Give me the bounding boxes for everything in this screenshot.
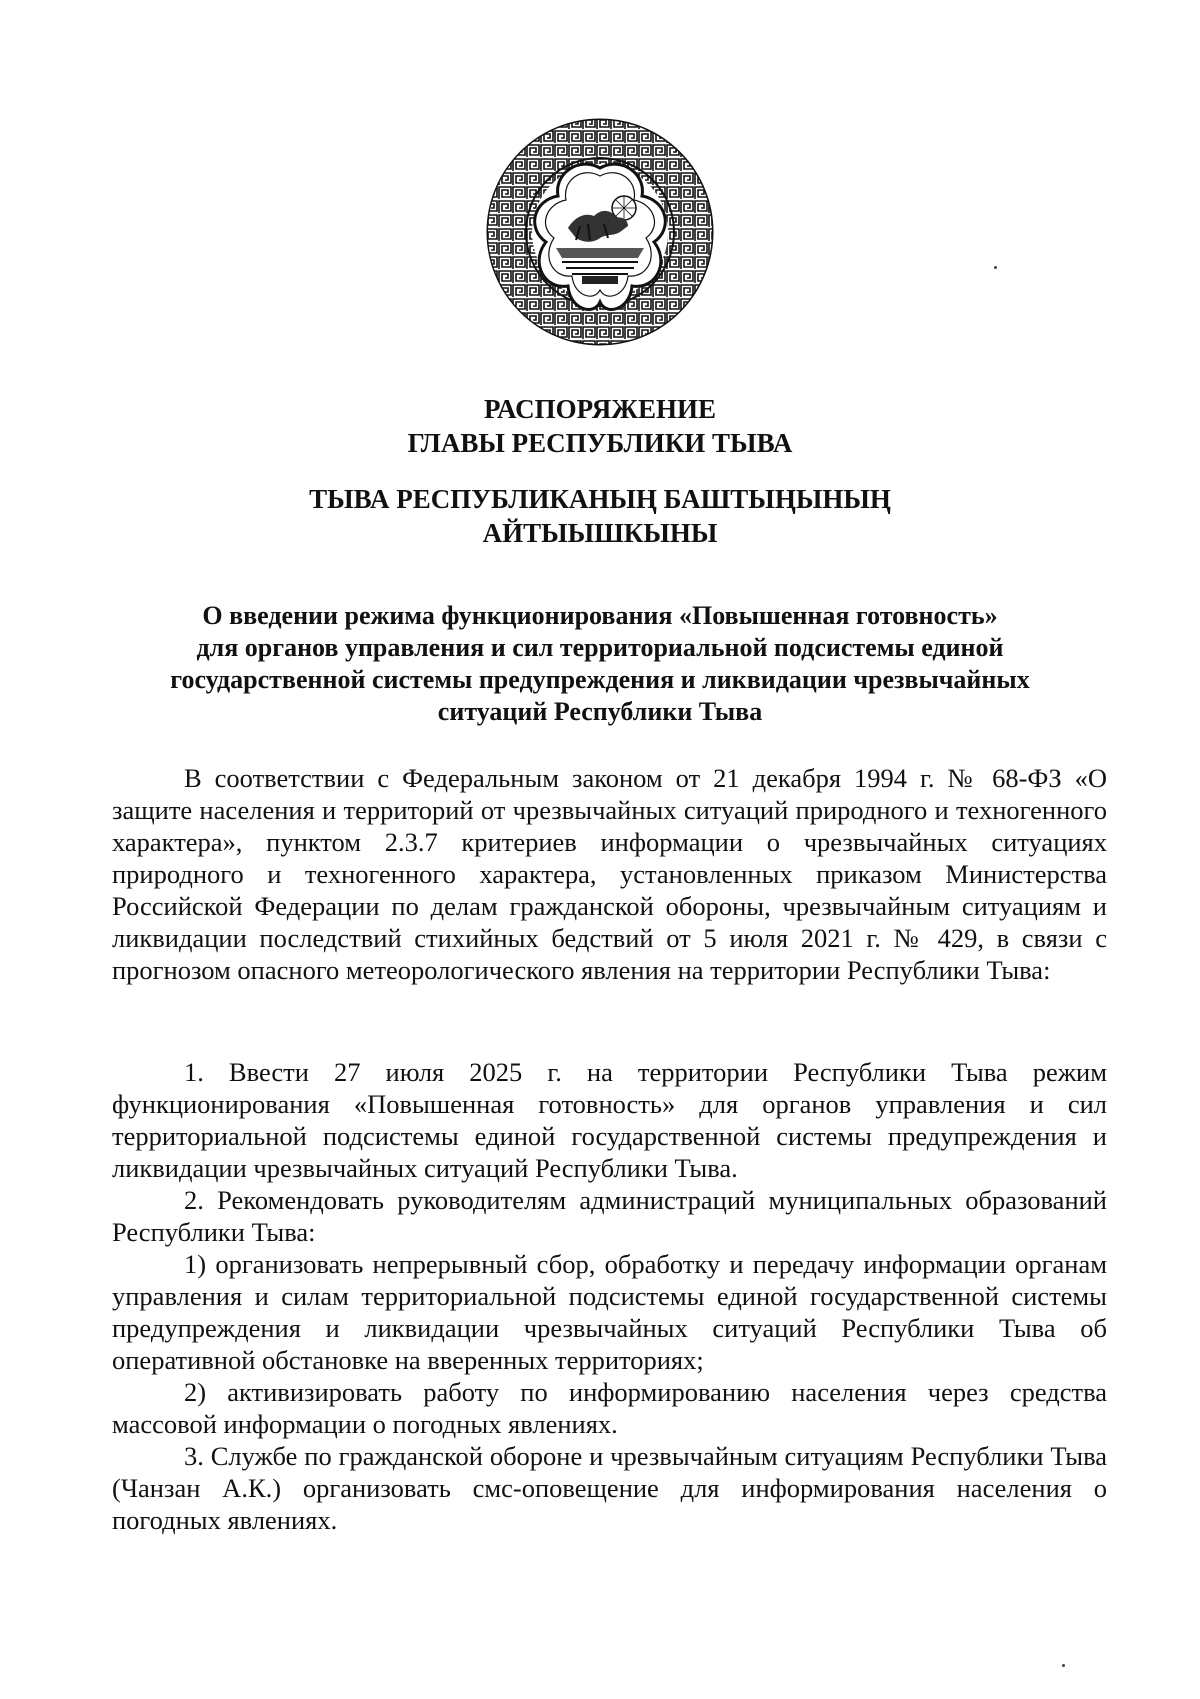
subject-line: О введении режима функционирования «Повышенная готовность» xyxy=(202,601,998,630)
document-title-tuvan: ТЫВА РЕСПУБЛИКАНЫҢ БАШТЫҢЫНЫҢ xyxy=(309,484,891,514)
subject-line: государственной системы предупреждения и ликвидации чрезвычайных xyxy=(170,665,1030,694)
document-preamble-block xyxy=(112,762,1107,986)
item-1-paragraph: 1. Ввести 27 июля 2025 г. на территории Республики Тыва режим функционирования «Повышенная готовность» для органов управления и сил территориальной подсистемы единой государственной системы предупреждения и ликвидации чрезвычайных ситуаций Республики Тыва. xyxy=(112,1057,1107,1183)
document-subject xyxy=(112,600,1088,728)
item-2-2-paragraph: 2) активизировать работу по информированию населения через средства массовой информации о погодных явлениях. xyxy=(112,1377,1107,1439)
item-2-1-paragraph: 1) организовать непрерывный сбор, обработку и передачу информации органам управления и силам территориальной подсистемы единой государственной системы предупреждения и ликвидации чрезвычайных ситуаций Республики Тыва об оперативной обстановке на вверенных территориях; xyxy=(112,1249,1107,1375)
scan-speck xyxy=(994,266,997,269)
subject-line: для органов управления и сил территориальной подсистемы единой xyxy=(196,633,1004,662)
document-title: РАСПОРЯЖЕНИЕ xyxy=(483,394,717,424)
item-3-paragraph: 3. Службе по гражданской обороне и чрезвычайным ситуациям Республики Тыва (Чанзан А.К.) организовать смс-оповещение для информирования населения о погодных явлениях. xyxy=(112,1441,1107,1535)
document-title-issuer: ГЛАВЫ РЕСПУБЛИКИ ТЫВА xyxy=(407,428,793,458)
document-title-tuvan-continued: АЙТЫЫШКЫНЫ xyxy=(482,518,718,548)
scan-speck xyxy=(1062,1664,1065,1667)
document-items-block xyxy=(112,1056,1107,1536)
subject-line: ситуаций Республики Тыва xyxy=(437,697,763,726)
item-2-paragraph: 2. Рекомендовать руководителям администраций муниципальных образований Республики Тыва: xyxy=(112,1185,1107,1247)
preamble-paragraph: В соответствии с Федеральным законом от 21 декабря 1994 г. № 68-ФЗ «О защите населения и территорий от чрезвычайных ситуаций природного и техногенного характера», пунктом 2.3.7 критериев информации о чрезвычайных ситуациях природного и техногенного характера, установленных приказом Министерства Российской Федерации по делам гражданской обороны, чрезвычайным ситуациям и ликвидации последствий стихийных бедствий от 5 июля 2021 г. № 429, в связи с прогнозом опасного метеорологического явления на территории Республики Тыва: xyxy=(112,763,1107,985)
tuva-coat-of-arms-icon xyxy=(484,116,716,348)
